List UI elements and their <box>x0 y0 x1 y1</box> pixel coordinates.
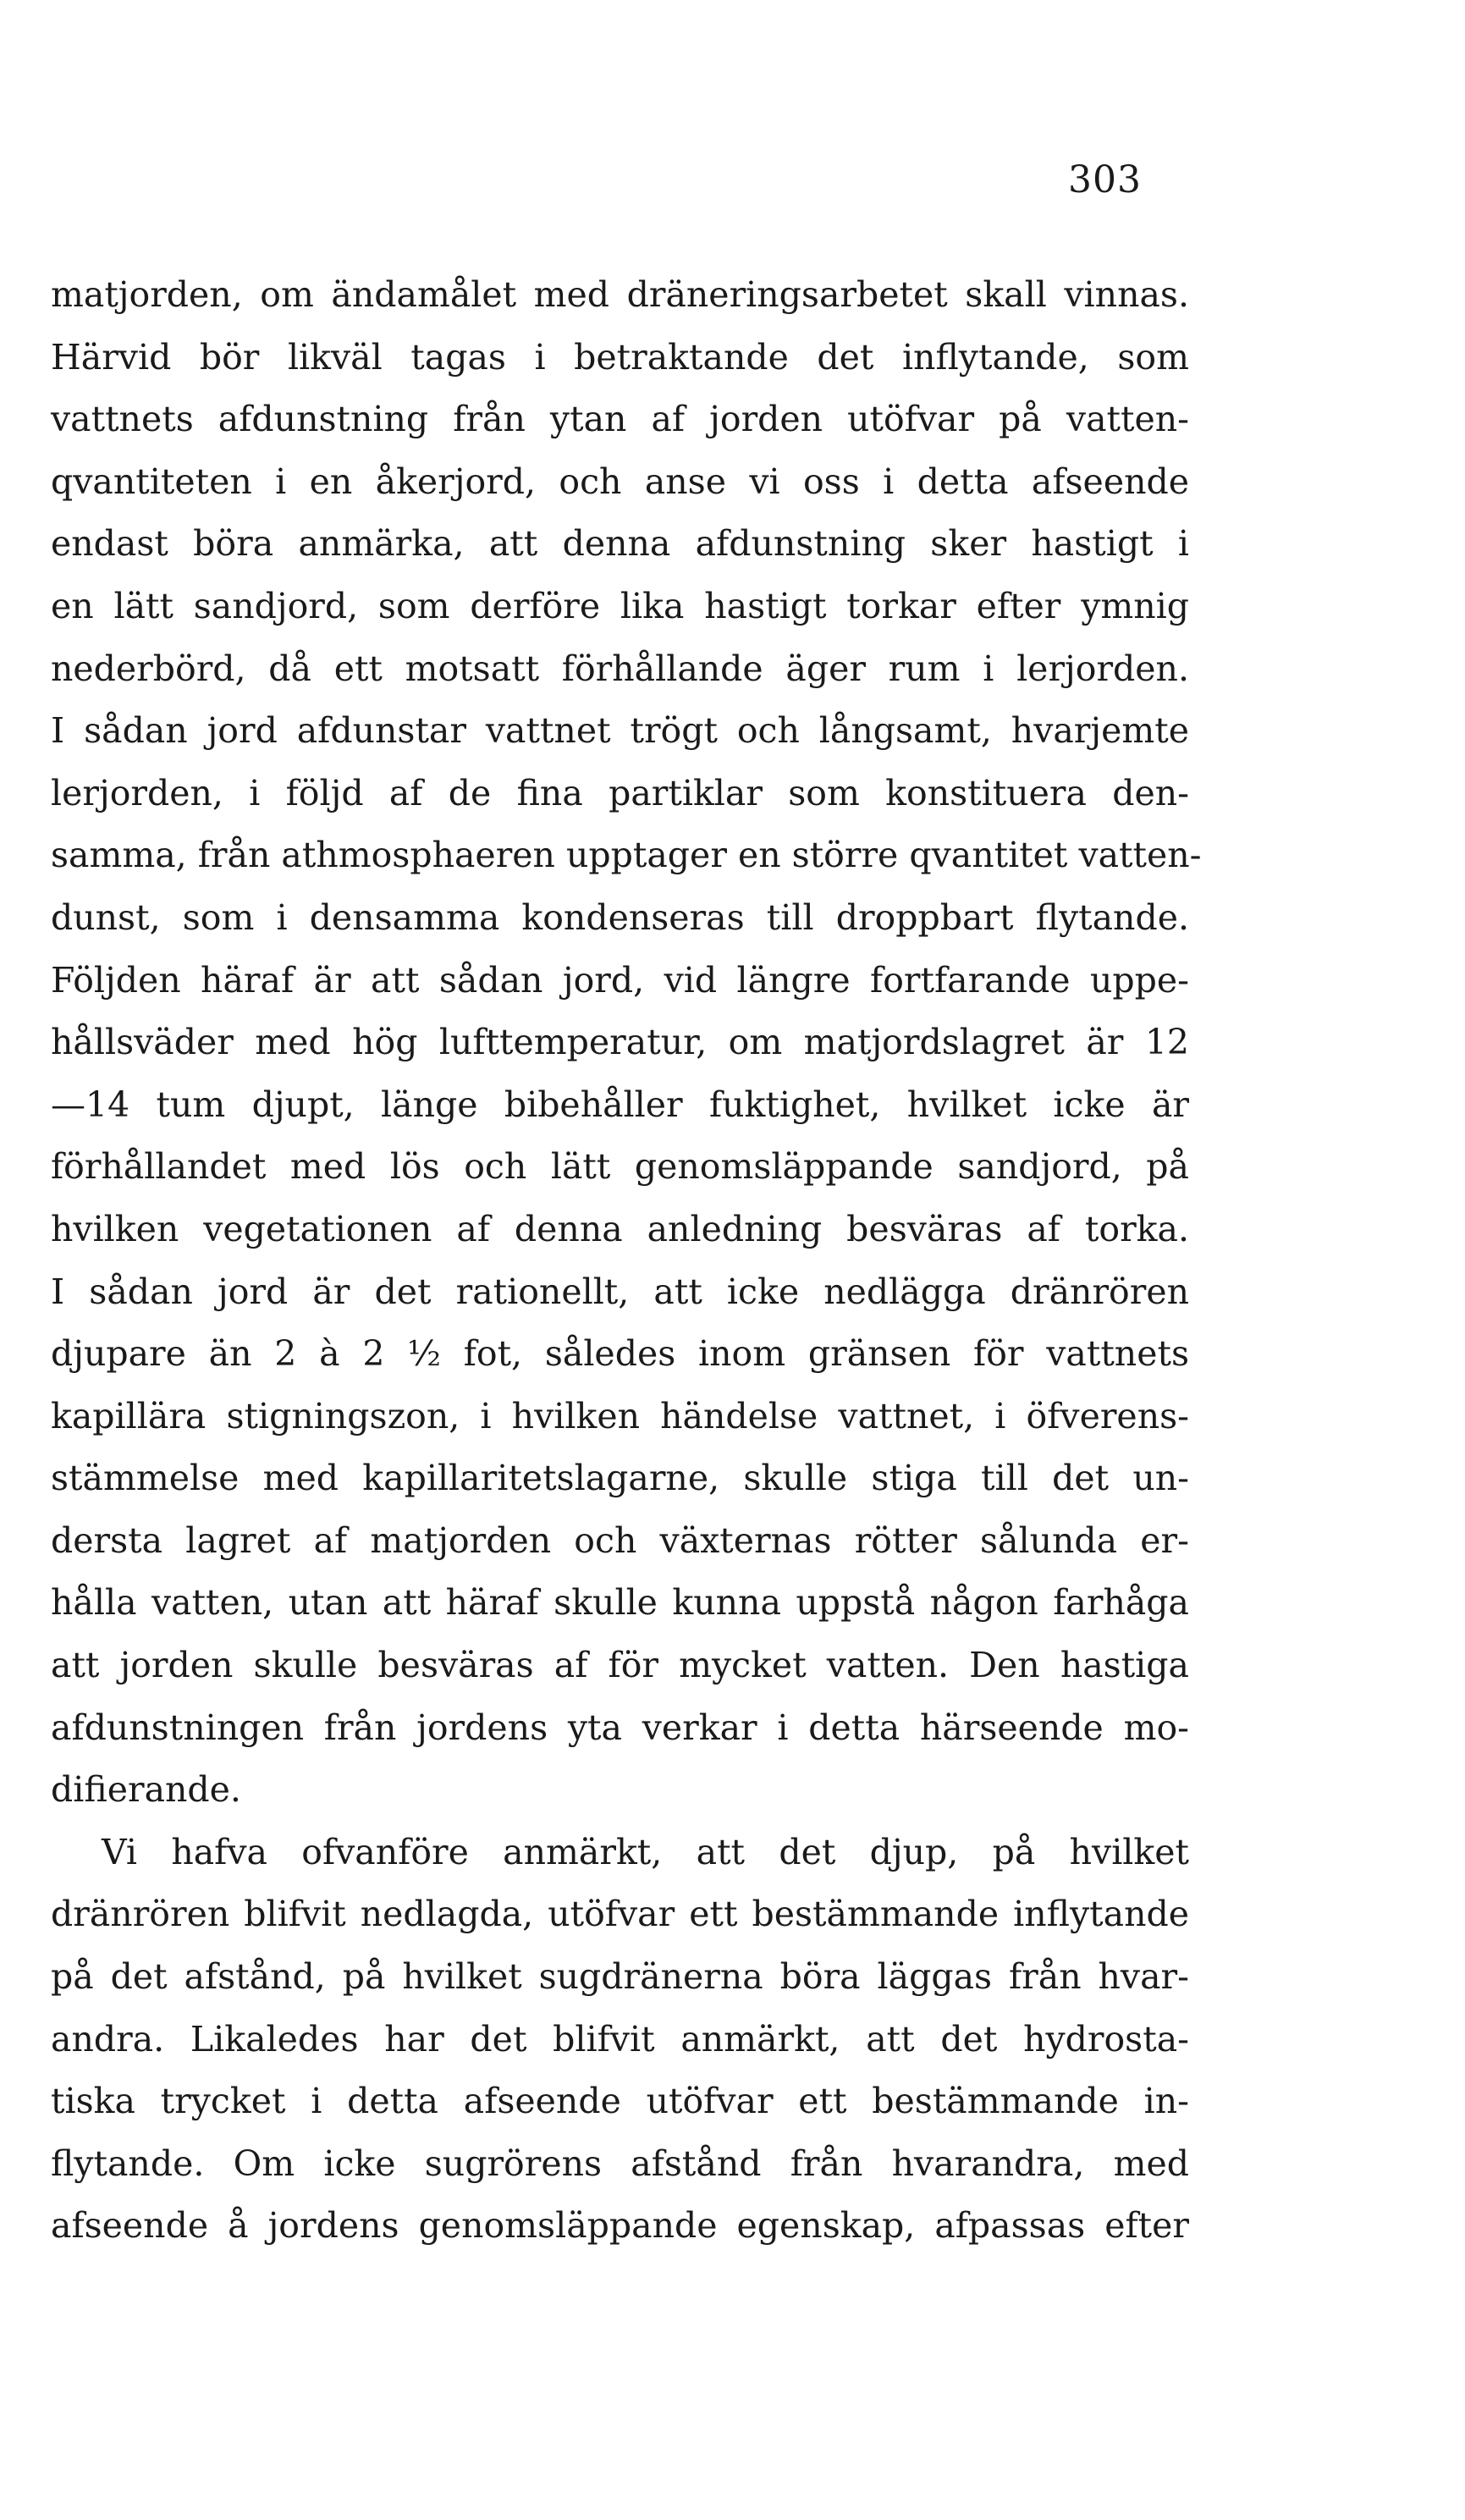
text-line: hållsväder med hög lufttemperatur, om matjordslagret är 12 <box>51 1022 1189 1063</box>
text-line: samma, från athmosphaeren upptager en större qvantitet vatten- <box>51 835 1202 876</box>
text-line: endast böra anmärka, att denna afdunstning sker hastigt i <box>51 523 1189 565</box>
text-line: Följden häraf är att sådan jord, vid längre fortfarande uppe- <box>51 959 1189 1001</box>
text-line: kapillära stigningszon, i hvilken händelse vattnet, i öfverens- <box>51 1395 1189 1436</box>
text-line: Härvid bör likväl tagas i betraktande det inflytande, som <box>51 336 1189 378</box>
text-line: lerjorden, i följd af de fina partiklar som konstituera den- <box>51 772 1189 813</box>
text-line: —14 tum djupt, länge bibehåller fuktighet, hvilket icke är <box>51 1084 1189 1125</box>
text-line: qvantiteten i en åkerjord, och anse vi oss i detta afseende <box>51 460 1189 502</box>
text-line: I sådan jord afdunstar vattnet trögt och långsamt, hvarjemte <box>51 710 1189 752</box>
text-line: hvilken vegetationen af denna anledning besväras af torka. <box>51 1208 1189 1249</box>
text-line: dersta lagret af matjorden och växternas rötter sålunda er- <box>51 1519 1189 1561</box>
text-line: dränrören blifvit nedlagda, utöfvar ett bestämmande inflytande <box>51 1894 1189 1935</box>
text-line: afdunstningen från jordens yta verkar i detta härseende mo- <box>51 1707 1189 1748</box>
text-line: förhållandet med lös och lätt genomsläppande sandjord, på <box>51 1146 1189 1188</box>
page-number: 303 <box>1068 158 1142 201</box>
text-line: djupare än 2 à 2 ½ fot, således inom gränsen för vattnets <box>51 1333 1189 1375</box>
text-line: dunst, som i densamma kondenseras till droppbart flytande. <box>51 896 1189 938</box>
body-text <box>51 264 1202 2258</box>
text-line: I sådan jord är det rationellt, att icke nedlägga dränrören <box>51 1271 1189 1312</box>
text-line: nederbörd, då ett motsatt förhållande äger rum i lerjorden. <box>51 648 1189 689</box>
text-line: andra. Likaledes har det blifvit anmärkt, att det hydrosta- <box>51 2018 1189 2060</box>
text-line: Vi hafva ofvanföre anmärkt, att det djup, på hvilket <box>102 1831 1189 1872</box>
text-line: på det afstånd, på hvilket sugdränerna böra läggas från hvar- <box>51 1956 1189 1998</box>
text-line: difierande. <box>51 1769 241 1811</box>
text-line: en lätt sandjord, som derföre lika hastigt torkar efter ymnig <box>51 585 1189 626</box>
text-line: afseende å jordens genomsläppande egenskap, afpassas efter <box>51 2205 1189 2247</box>
text-line: stämmelse med kapillaritetslagarne, skulle stiga till det un- <box>51 1458 1189 1499</box>
text-line: tiska trycket i detta afseende utöfvar ett bestämmande in- <box>51 2081 1189 2122</box>
text-line: matjorden, om ändamålet med dräneringsarbetet skall vinnas. <box>51 274 1189 315</box>
text-line: att jorden skulle besväras af för mycket vatten. Den hastiga <box>51 1645 1189 1686</box>
text-line: vattnets afdunstning från ytan af jorden utöfvar på vatten- <box>51 399 1189 440</box>
text-line: hålla vatten, utan att häraf skulle kunna uppstå någon farhåga <box>51 1582 1189 1624</box>
text-line: flytande. Om icke sugrörens afstånd från hvarandra, med <box>51 2142 1189 2184</box>
